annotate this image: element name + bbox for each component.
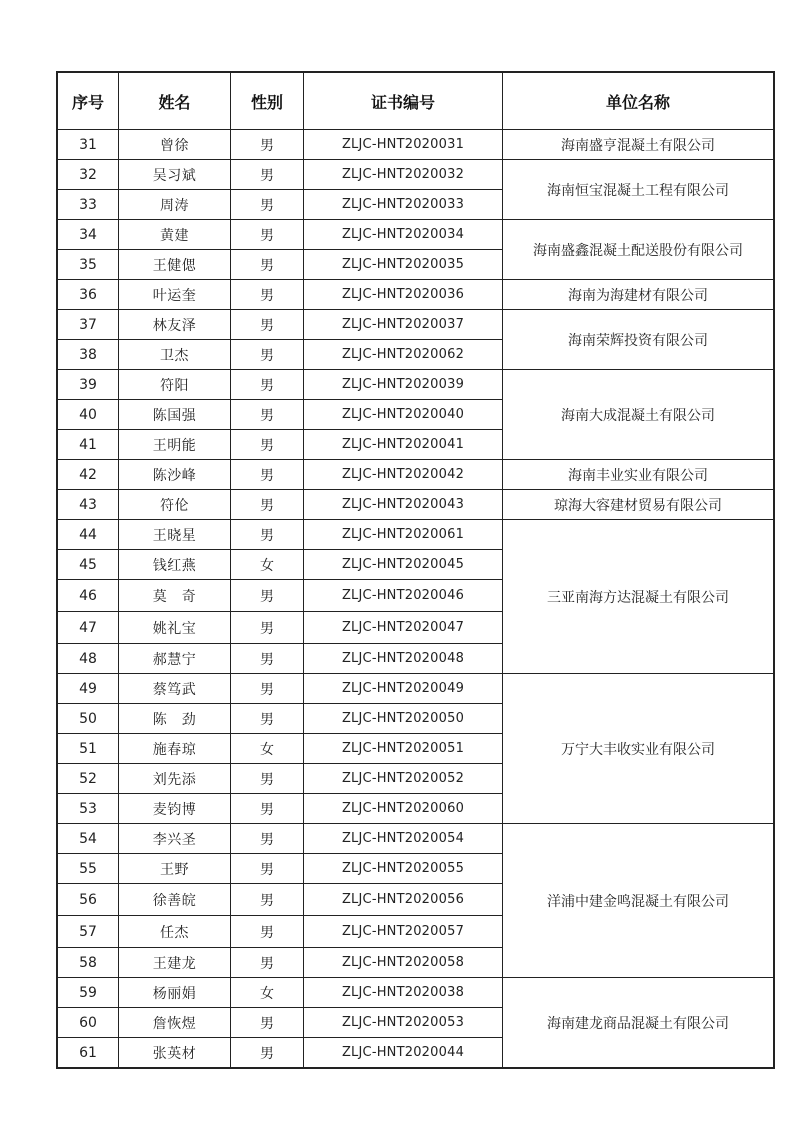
gender-cell: 男 [231, 580, 304, 612]
serial-number-cell: 61 [58, 1038, 119, 1068]
gender-cell: 男 [231, 160, 304, 190]
gender-cell: 男 [231, 612, 304, 644]
serial-number-cell: 58 [58, 948, 119, 978]
table-row [58, 280, 774, 310]
person-name-cell: 徐善皖 [119, 884, 231, 916]
serial-number-cell: 39 [58, 370, 119, 400]
serial-number-cell: 56 [58, 884, 119, 916]
certificate-number-cell: ZLJC-HNT2020037 [304, 310, 503, 340]
serial-number-cell: 34 [58, 220, 119, 250]
gender-cell: 男 [231, 520, 304, 550]
serial-number-cell: 52 [58, 764, 119, 794]
serial-number-cell: 53 [58, 794, 119, 824]
person-name-cell: 叶运奎 [119, 280, 231, 310]
gender-cell: 男 [231, 764, 304, 794]
gender-cell: 男 [231, 794, 304, 824]
gender-cell: 男 [231, 854, 304, 884]
table-row [58, 490, 774, 520]
person-name-cell: 王晓星 [119, 520, 231, 550]
certificate-number-cell: ZLJC-HNT2020038 [304, 978, 503, 1008]
serial-number-cell: 45 [58, 550, 119, 580]
gender-cell: 男 [231, 916, 304, 948]
gender-cell: 男 [231, 1038, 304, 1068]
header-row [58, 73, 774, 130]
certificate-number-cell: ZLJC-HNT2020054 [304, 824, 503, 854]
unit-name-cell: 海南盛亨混凝土有限公司 [503, 130, 774, 160]
unit-name-cell: 万宁大丰收实业有限公司 [503, 674, 774, 824]
gender-cell: 男 [231, 250, 304, 280]
table-header [58, 73, 774, 130]
serial-number-cell: 42 [58, 460, 119, 490]
serial-number-cell: 31 [58, 130, 119, 160]
gender-cell: 男 [231, 430, 304, 460]
person-name-cell: 周涛 [119, 190, 231, 220]
certificate-number-cell: ZLJC-HNT2020057 [304, 916, 503, 948]
serial-number-cell: 47 [58, 612, 119, 644]
table-row [58, 674, 774, 704]
unit-name-cell: 海南大成混凝土有限公司 [503, 370, 774, 460]
serial-number-cell: 36 [58, 280, 119, 310]
serial-number-cell: 35 [58, 250, 119, 280]
gender-cell: 男 [231, 674, 304, 704]
table-row [58, 460, 774, 490]
certificate-number-cell: ZLJC-HNT2020035 [304, 250, 503, 280]
serial-number-cell: 49 [58, 674, 119, 704]
gender-cell: 男 [231, 884, 304, 916]
gender-cell: 男 [231, 370, 304, 400]
person-name-cell: 李兴圣 [119, 824, 231, 854]
person-name-cell: 郝慧宁 [119, 644, 231, 674]
table-row [58, 220, 774, 250]
gender-cell: 男 [231, 280, 304, 310]
gender-cell: 男 [231, 704, 304, 734]
gender-cell: 男 [231, 948, 304, 978]
certificate-number-cell: ZLJC-HNT2020043 [304, 490, 503, 520]
header-serial-number: 序号 [58, 73, 119, 130]
serial-number-cell: 37 [58, 310, 119, 340]
person-name-cell: 莫 奇 [119, 580, 231, 612]
unit-name-cell: 海南荣辉投资有限公司 [503, 310, 774, 370]
serial-number-cell: 59 [58, 978, 119, 1008]
certificate-number-cell: ZLJC-HNT2020034 [304, 220, 503, 250]
certificate-number-cell: ZLJC-HNT2020041 [304, 430, 503, 460]
certificate-number-cell: ZLJC-HNT2020040 [304, 400, 503, 430]
person-name-cell: 曾徐 [119, 130, 231, 160]
person-name-cell: 陈 劲 [119, 704, 231, 734]
person-name-cell: 刘先添 [119, 764, 231, 794]
person-name-cell: 陈沙峰 [119, 460, 231, 490]
person-name-cell: 王健偲 [119, 250, 231, 280]
certificate-number-cell: ZLJC-HNT2020045 [304, 550, 503, 580]
person-name-cell: 姚礼宝 [119, 612, 231, 644]
serial-number-cell: 57 [58, 916, 119, 948]
serial-number-cell: 48 [58, 644, 119, 674]
person-name-cell: 任杰 [119, 916, 231, 948]
person-name-cell: 陈国强 [119, 400, 231, 430]
certificate-number-cell: ZLJC-HNT2020052 [304, 764, 503, 794]
certificate-number-cell: ZLJC-HNT2020032 [304, 160, 503, 190]
serial-number-cell: 33 [58, 190, 119, 220]
header-certificate-number: 证书编号 [304, 73, 503, 130]
person-name-cell: 王建龙 [119, 948, 231, 978]
serial-number-cell: 41 [58, 430, 119, 460]
certificate-number-cell: ZLJC-HNT2020056 [304, 884, 503, 916]
unit-name-cell: 海南为海建材有限公司 [503, 280, 774, 310]
certificate-number-cell: ZLJC-HNT2020049 [304, 674, 503, 704]
certificate-number-cell: ZLJC-HNT2020051 [304, 734, 503, 764]
certificate-number-cell: ZLJC-HNT2020031 [304, 130, 503, 160]
certificate-number-cell: ZLJC-HNT2020055 [304, 854, 503, 884]
person-name-cell: 符伦 [119, 490, 231, 520]
gender-cell: 男 [231, 400, 304, 430]
header-name: 姓名 [119, 73, 231, 130]
table-row [58, 160, 774, 190]
certificate-number-cell: ZLJC-HNT2020046 [304, 580, 503, 612]
certificate-number-cell: ZLJC-HNT2020039 [304, 370, 503, 400]
unit-name-cell: 洋浦中建金鸣混凝土有限公司 [503, 824, 774, 978]
table-row [58, 370, 774, 400]
header-unit-name: 单位名称 [503, 73, 774, 130]
person-name-cell: 施春琼 [119, 734, 231, 764]
unit-name-cell: 海南丰业实业有限公司 [503, 460, 774, 490]
person-name-cell: 张英材 [119, 1038, 231, 1068]
certificate-number-cell: ZLJC-HNT2020061 [304, 520, 503, 550]
table-row [58, 824, 774, 854]
table-row [58, 310, 774, 340]
serial-number-cell: 60 [58, 1008, 119, 1038]
certificate-number-cell: ZLJC-HNT2020050 [304, 704, 503, 734]
table-body [58, 130, 774, 1068]
serial-number-cell: 55 [58, 854, 119, 884]
gender-cell: 男 [231, 824, 304, 854]
person-name-cell: 黄建 [119, 220, 231, 250]
certificate-number-cell: ZLJC-HNT2020036 [304, 280, 503, 310]
unit-name-cell: 海南恒宝混凝土工程有限公司 [503, 160, 774, 220]
certificate-number-cell: ZLJC-HNT2020044 [304, 1038, 503, 1068]
gender-cell: 男 [231, 130, 304, 160]
serial-number-cell: 51 [58, 734, 119, 764]
certificate-number-cell: ZLJC-HNT2020058 [304, 948, 503, 978]
serial-number-cell: 50 [58, 704, 119, 734]
serial-number-cell: 54 [58, 824, 119, 854]
person-name-cell: 麦钧博 [119, 794, 231, 824]
person-name-cell: 王明能 [119, 430, 231, 460]
person-name-cell: 林友泽 [119, 310, 231, 340]
serial-number-cell: 43 [58, 490, 119, 520]
person-name-cell: 吴习斌 [119, 160, 231, 190]
gender-cell: 女 [231, 978, 304, 1008]
gender-cell: 男 [231, 220, 304, 250]
unit-name-cell: 海南盛鑫混凝土配送股份有限公司 [503, 220, 774, 280]
person-name-cell: 蔡笃武 [119, 674, 231, 704]
certificate-number-cell: ZLJC-HNT2020033 [304, 190, 503, 220]
certificate-roster-table [57, 72, 774, 1068]
person-name-cell: 王野 [119, 854, 231, 884]
certificate-number-cell: ZLJC-HNT2020047 [304, 612, 503, 644]
person-name-cell: 杨丽娟 [119, 978, 231, 1008]
gender-cell: 男 [231, 460, 304, 490]
gender-cell: 男 [231, 190, 304, 220]
unit-name-cell: 海南建龙商品混凝土有限公司 [503, 978, 774, 1068]
header-gender: 性别 [231, 73, 304, 130]
gender-cell: 男 [231, 310, 304, 340]
gender-cell: 男 [231, 1008, 304, 1038]
gender-cell: 女 [231, 734, 304, 764]
table-row [58, 978, 774, 1008]
certificate-number-cell: ZLJC-HNT2020048 [304, 644, 503, 674]
table-row [58, 130, 774, 160]
person-name-cell: 詹恢煜 [119, 1008, 231, 1038]
table-row [58, 520, 774, 550]
gender-cell: 男 [231, 490, 304, 520]
gender-cell: 男 [231, 644, 304, 674]
certificate-number-cell: ZLJC-HNT2020060 [304, 794, 503, 824]
certificate-number-cell: ZLJC-HNT2020062 [304, 340, 503, 370]
person-name-cell: 卫杰 [119, 340, 231, 370]
serial-number-cell: 40 [58, 400, 119, 430]
certificate-number-cell: ZLJC-HNT2020053 [304, 1008, 503, 1038]
person-name-cell: 符阳 [119, 370, 231, 400]
serial-number-cell: 38 [58, 340, 119, 370]
gender-cell: 女 [231, 550, 304, 580]
serial-number-cell: 44 [58, 520, 119, 550]
unit-name-cell: 三亚南海方达混凝土有限公司 [503, 520, 774, 674]
serial-number-cell: 46 [58, 580, 119, 612]
certificate-number-cell: ZLJC-HNT2020042 [304, 460, 503, 490]
person-name-cell: 钱红燕 [119, 550, 231, 580]
gender-cell: 男 [231, 340, 304, 370]
serial-number-cell: 32 [58, 160, 119, 190]
unit-name-cell: 琼海大容建材贸易有限公司 [503, 490, 774, 520]
